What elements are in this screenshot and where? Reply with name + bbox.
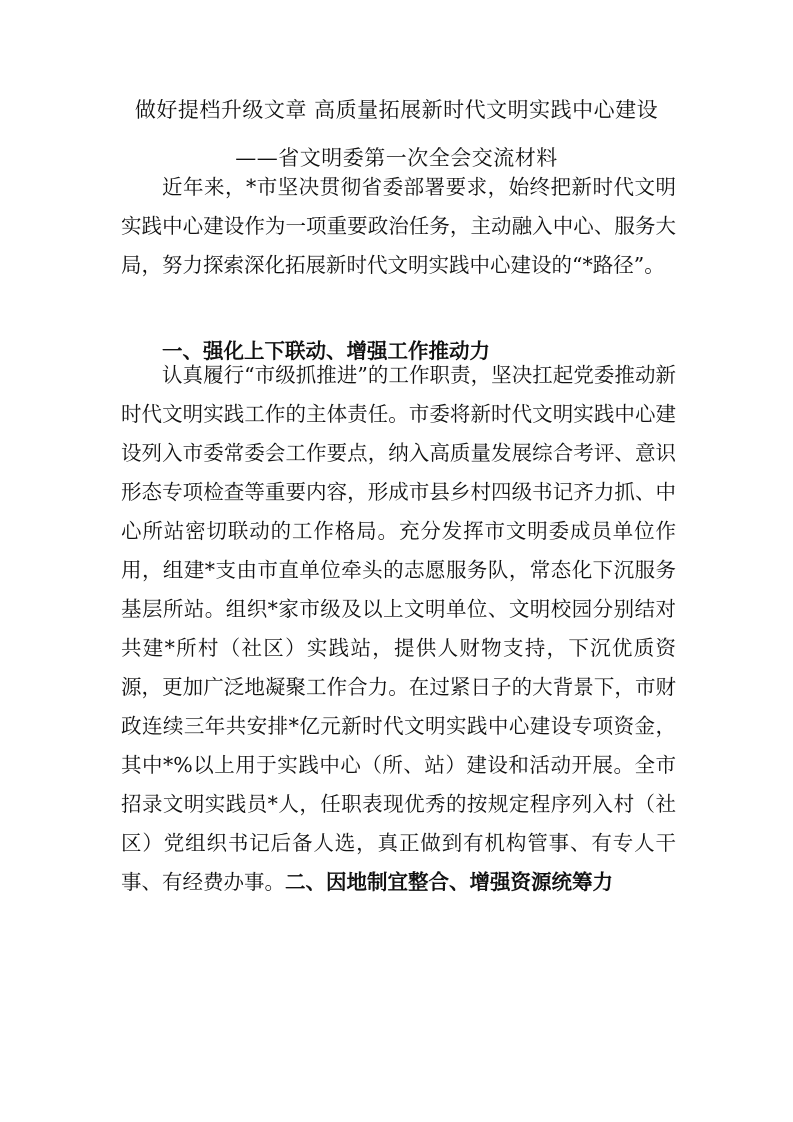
- section-1-body: 认真履行“市级抓推进”的工作职责，坚决扛起党委推动新时代文明实践工作的主体责任。市委将新时代文明实践中心建设列入市委常委会工作要点，纳入高质量发展综合考评、意识形态专项检查等重要内容，形成市县乡村四级书记齐力抓、中心所站密切联动的工作格局。充分发挥市文明委成员单位作用，组建*支由市直单位牵头的志愿服务队，常态化下沉服务基层所站。组织*家市级及以上文明单位、文明校园分别结对共建*所村（社区）实践站，提供人财物支持，下沉优质资源，更加广泛地凝聚工作合力。在过紧日子的大背景下，市财政连续三年共安排*亿元新时代文明实践中心建设专项资金，其中*%以上用于实践中心（所、站）建设和活动开展。全市招录文明实践员*人，任职表现优秀的按规定程序列入村（社区）党组织书记后备人选，真正做到有机构管事、有专人干事、有经费办事。: [121, 363, 676, 894]
- section-1-heading: 一、强化上下联动、增强工作推动力: [162, 339, 490, 363]
- document-subtitle: ——省文明委第一次全会交流材料: [235, 146, 558, 170]
- intro-paragraph: 近年来，*市坚决贯彻省委部署要求，始终把新时代文明实践中心建设作为一项重要政治任务，主动融入中心、服务大局，努力探索深化拓展新时代文明实践中心建设的“*路径”。: [121, 175, 676, 277]
- section-2-heading: 二、因地制宜整合、增强资源统筹力: [285, 870, 613, 894]
- section-1-paragraph: [121, 356, 676, 902]
- document-title: 做好提档升级文章 高质量拓展新时代文明实践中心建设: [134, 98, 659, 122]
